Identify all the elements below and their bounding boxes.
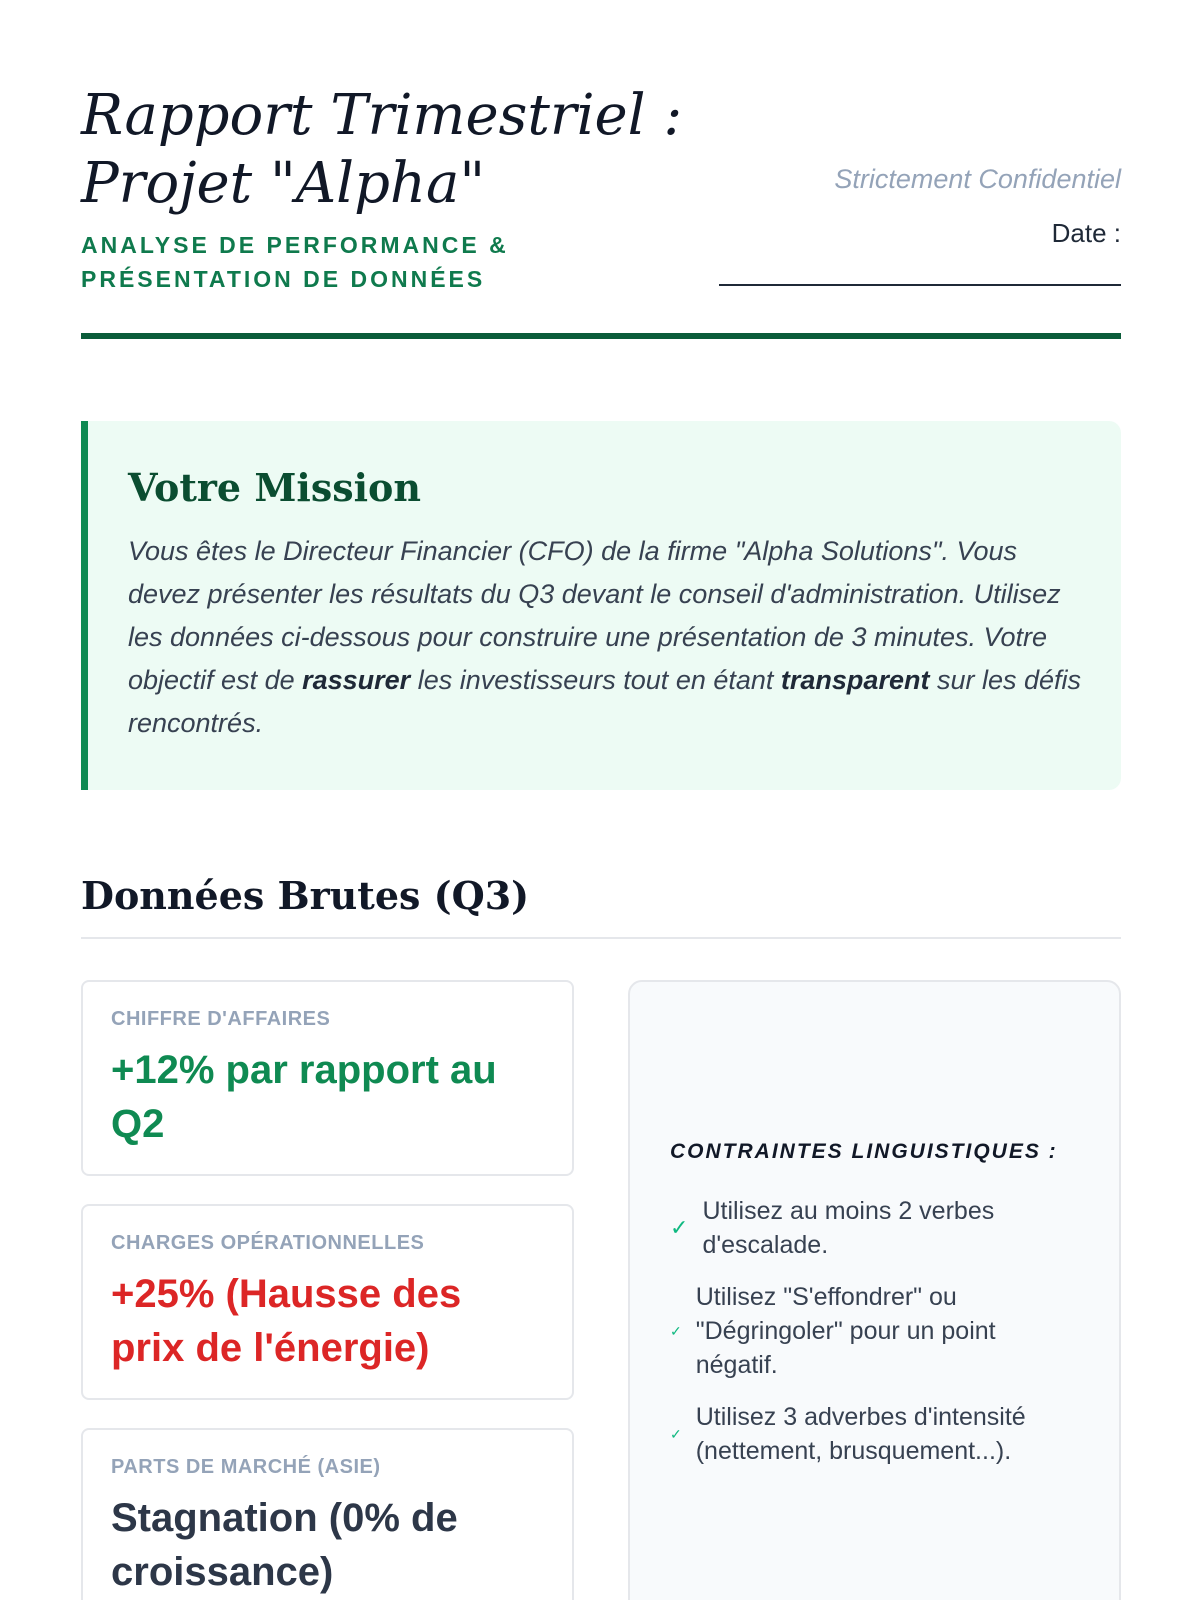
page-subtitle: ANALYSE DE PERFORMANCE & PRÉSENTATION DE DONNÉES	[81, 232, 509, 292]
mission-text	[128, 530, 1081, 745]
title-line-2: Projet "Alpha"	[81, 151, 486, 216]
metric-label: PARTS DE MARCHÉ (ASIE)	[111, 1456, 381, 1478]
metric-value: +12% par rapport au Q2	[111, 1048, 497, 1146]
header-divider	[81, 333, 1121, 339]
mission-text-part-2: les investisseurs tout en étant	[410, 665, 781, 695]
metric-card-market-share-asia	[81, 1428, 574, 1600]
mission-title: Votre Mission	[128, 465, 422, 510]
title-line-1: Rapport Trimestriel :	[81, 83, 683, 148]
section-title-raw-data: Données Brutes (Q3)	[81, 873, 530, 918]
mission-text-part-3: sur les défis rencontrés.	[128, 665, 1082, 738]
date-input-line[interactable]	[719, 252, 1121, 286]
page-title	[81, 82, 721, 218]
confidential-label: Strictement Confidentiel	[834, 164, 1121, 194]
metric-card-revenue	[81, 980, 574, 1176]
metric-value: +25% (Hausse des prix de l'énergie)	[111, 1272, 462, 1370]
check-icon: ✓	[670, 1323, 682, 1339]
mission-emphasis-reassure: rassurer	[302, 665, 411, 695]
constraint-text: Utilisez au moins 2 verbes d'escalade.	[702, 1197, 995, 1259]
mission-box	[81, 421, 1121, 790]
check-icon: ✓	[670, 1215, 689, 1240]
constraint-text: Utilisez "S'effondrer" ou "Dégringoler" pour un point négatif.	[695, 1283, 996, 1379]
mission-text-part-1: Vous êtes le Directeur Financier (CFO) de la firme "Alpha Solutions". Vous devez présenter les résultats du Q3 devant le conseil d'administration. Utilisez les données ci-dessous pour construire une présentation de 3 minutes. Votre objectif est de	[128, 536, 1061, 695]
metric-label: CHIFFRE D'AFFAIRES	[111, 1008, 331, 1030]
linguistic-constraints-panel	[628, 980, 1121, 1600]
date-label: Date :	[1051, 218, 1121, 248]
report-header	[81, 82, 1121, 342]
section-divider	[81, 937, 1121, 939]
mission-emphasis-transparent: transparent	[780, 665, 930, 695]
metric-label: CHARGES OPÉRATIONNELLES	[111, 1232, 425, 1254]
constraint-text: Utilisez 3 adverbes d'intensité (nettement, brusquement...).	[695, 1403, 1026, 1465]
list-item	[670, 1280, 1079, 1382]
metric-value: Stagnation (0% de croissance)	[111, 1496, 458, 1594]
check-icon: ✓	[670, 1426, 682, 1442]
constraints-title: CONTRAINTES LINGUISTIQUES :	[670, 1140, 1058, 1163]
list-item	[670, 1400, 1079, 1468]
metric-card-operating-costs	[81, 1204, 574, 1400]
list-item	[670, 1194, 1079, 1262]
